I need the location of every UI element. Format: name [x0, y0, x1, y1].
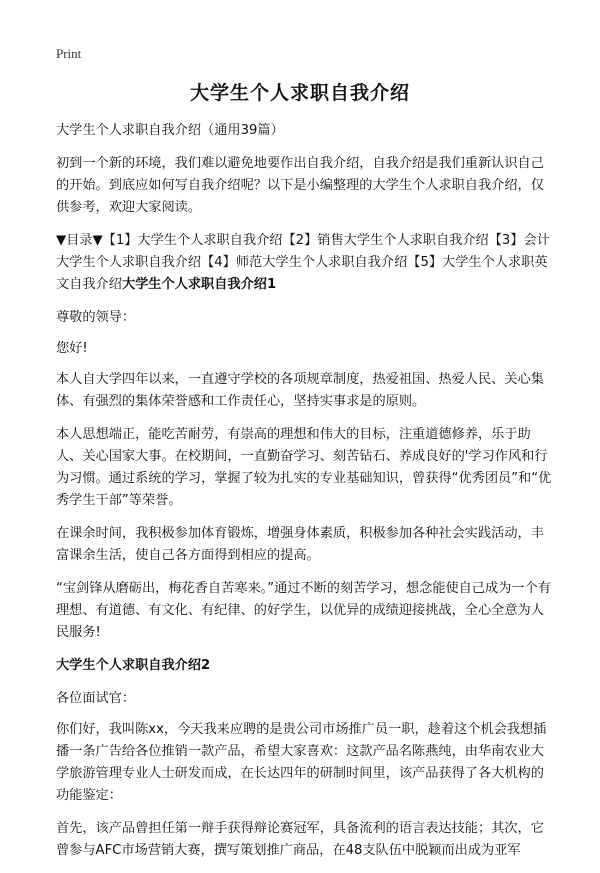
section-2-salutation: 各位面试官：: [56, 691, 136, 706]
section-1-greeting: 您好!: [56, 341, 88, 356]
toc-link-1[interactable]: 【1】大学生个人求职自我介绍: [102, 233, 283, 248]
toc-link-3[interactable]: 【3】会计大学生个人求职自我介绍: [56, 233, 550, 270]
table-of-contents: [56, 230, 552, 296]
section-1-salutation: 尊敬的领导：: [56, 310, 136, 325]
section-2-paragraph-1: 你们好，我叫陈xx，今天我来应聘的是贵公司市场推广员一职，趁着这个机会我想插播一条广告给各位推销一款产品，希望大家喜欢：这款产品名陈燕纯，由华南农业大学旅游管理专业人士研发而成，在长达四年的研制时间里，该产品获得了各大机构的功能鉴定：: [56, 722, 547, 803]
article-body: [56, 120, 552, 873]
article-subtitle: 大学生个人求职自我介绍（通用39篇）: [56, 123, 284, 138]
toc-link-2[interactable]: 【2】销售大学生个人求职自我介绍: [282, 233, 489, 248]
section-1-heading: 大学生个人求职自我介绍1: [121, 277, 277, 292]
print-link[interactable]: Print: [56, 46, 82, 61]
section-2-heading: 大学生个人求职自我介绍2: [56, 658, 211, 673]
section-1-paragraph-2: 本人思想端正，能吃苦耐劳，有崇高的理想和伟大的目标，注重道德修养，乐于助人、关心国家大事。在校期间，一直勤奋学习、刻苦钻石、养成良好的'学习作风和行为习惯。通过系统的学习，掌握了较为扎实的专业基础知识，曾获得“优秀团员”和“优秀学生干部”等荣誉。: [56, 427, 552, 508]
section-2-paragraph-2: 首先，该产品曾担任第一辩手获得辩论赛冠军，具备流利的语言表达技能；其次，它曾参与AFC市场营销大赛，撰写策划推广商品，在48支队伍中脱颖而出成为亚军: [56, 821, 544, 858]
section-1-paragraph-3: 在课余时间，我积极参加体育锻炼，增强身体素质，积极参加各种社会实践活动，丰富课余生活，使自己各方面得到相应的提高。: [56, 526, 544, 563]
section-1-paragraph-1: 本人自大学四年以来，一直遵守学校的各项规章制度，热爱祖国、热爱人民、关心集体、有强烈的集体荣誉感和工作责任心，坚持实事求是的原则。: [56, 372, 544, 409]
toc-link-5[interactable]: 【5】大学生个人求职英文自我介绍: [56, 255, 548, 292]
toc-link-4[interactable]: 【4】师范大学生个人求职自我介绍: [201, 255, 408, 270]
intro-paragraph: 初到一个新的环境，我们难以避免地要作出自我介绍，自我介绍是我们重新认识自己的开始。到底应如何写自我介绍呢？以下是小编整理的大学生个人求职自我介绍，仅供参考，欢迎大家阅读。: [56, 156, 544, 215]
toc-prefix: ▼目录▼: [56, 233, 103, 248]
section-1-paragraph-4: “宝剑锋从磨砺出，梅花香自苦寒来。”通过不断的刻苦学习，想念能使自己成为一个有理想、有道德、有文化、有纪律、的好学生，以优异的成绩迎接挑战，全心全意为人民服务!: [56, 581, 551, 640]
page-title: 大学生个人求职自我介绍: [189, 82, 410, 104]
